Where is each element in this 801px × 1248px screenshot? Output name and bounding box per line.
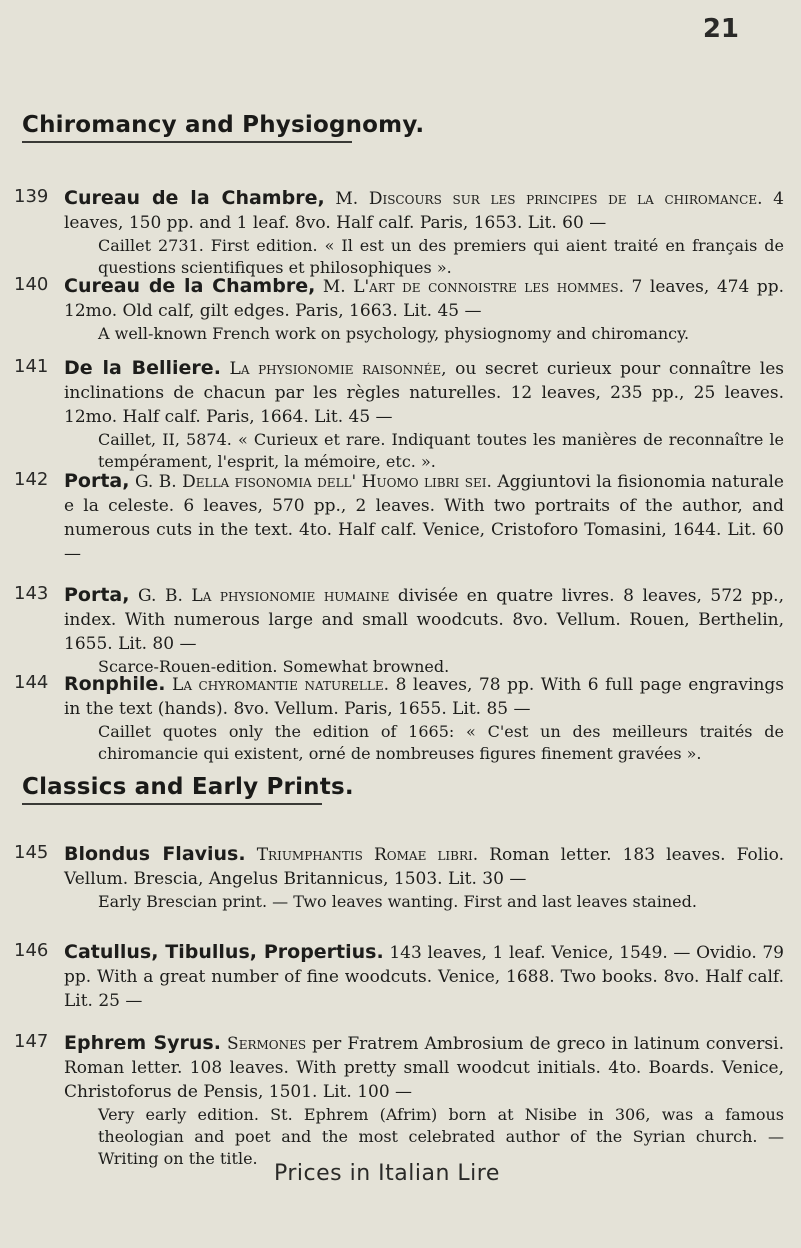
entry-title: La physionomie raisonnée, (229, 359, 447, 379)
entry-description (64, 1031, 784, 1104)
entry-number: 141 (14, 356, 49, 377)
entry-number: 146 (14, 940, 49, 961)
entry-note: Early Brescian print. — Two leaves wanting. First and last leaves stained. (98, 892, 697, 911)
entry-number: 144 (14, 672, 49, 693)
entry-description (64, 940, 784, 1013)
entry-note: Caillet quotes only the edition of 1665: « C'est un des meilleurs traités de chiromancie qui existent, orné de nombreuses figures finement gravées ». (98, 722, 784, 763)
entry-title: L'art de connoistre les hommes. (353, 277, 624, 297)
prices-note: Prices in Italian Lire (274, 1161, 500, 1186)
entry-number: 139 (14, 186, 49, 207)
entry-number: 143 (14, 583, 49, 604)
entry-description (64, 583, 784, 656)
catalogue-entry (14, 1031, 784, 1170)
entry-details: 7 leaves, 474 pp. 12mo. Old calf, gilt edges. Paris, 1663. Lit. 45 — (64, 277, 784, 321)
entry-note: Caillet, II, 5874. « Curieux et rare. Indiquant toutes les manières de reconnaître le tempérament, l'esprit, la mémoire, etc. ». (98, 430, 784, 471)
entry-details: 8 leaves, 78 pp. With 6 full page engravings in the text (hands). 8vo. Vellum. Paris, 1655. Lit. 85 — (64, 675, 785, 719)
entry-description (64, 186, 784, 235)
entry-details: divisée en quatre livres. 8 leaves, 572 pp., index. With numerous large and small woodcuts. 8vo. Vellum. Rouen, Berthelin, 1655. Lit. 80 — (64, 586, 784, 654)
entry-author: Ephrem Syrus. (64, 1032, 221, 1054)
entry-initials (221, 359, 230, 379)
entry-details: per Fratrem Ambrosium de greco in latinum conversi. Roman letter. 108 leaves. With pretty small woodcut initials. 4to. Boards. Venice, Christoforus de Pensis, 1501. Lit. 100 — (64, 1034, 784, 1102)
page-number: 21 (702, 14, 739, 44)
entry-description (64, 274, 784, 323)
catalogue-entry (14, 672, 784, 765)
entry-title: La physionomie humaine (191, 586, 390, 606)
entry-note: Caillet 2731. First edition. « Il est un des premiers qui aient traité en français de questions scientifiques et philosophiques ». (98, 236, 784, 277)
section-heading-chiromancy: Chiromancy and Physiognomy. (22, 112, 425, 138)
entry-title: Della fisonomia dell' Huomo libri sei. (182, 472, 492, 492)
entry-details: Roman letter. 183 leaves. Folio. Vellum. Brescia, Angelus Britannicus, 1503. Lit. 30 — (64, 845, 784, 889)
section-underline (22, 141, 352, 143)
entry-author: Blondus Flavius. (64, 843, 246, 865)
section-heading-classics: Classics and Early Prints. (22, 774, 354, 800)
entry-number: 147 (14, 1031, 49, 1052)
entry-title: La chyromantie naturelle. (172, 675, 390, 695)
entry-author: Porta, (64, 470, 130, 492)
section-underline (22, 803, 322, 805)
entry-author: De la Belliere. (64, 357, 221, 379)
catalogue-entry (14, 583, 784, 678)
catalogue-entry (14, 842, 784, 913)
entry-initials: M. (315, 277, 354, 297)
entry-title: Discours sur les principes de la chiromance. (368, 189, 763, 209)
entry-author: Ronphile. (64, 673, 166, 695)
catalogue-entry (14, 186, 784, 279)
entry-author: Catullus, Tibullus, Propertius. (64, 941, 384, 963)
entry-author: Cureau de la Chambre, (64, 187, 325, 209)
entry-details: Aggiuntovi la fisionomia naturale e la celeste. 6 leaves, 570 pp., 2 leaves. With two portraits of the author, and numerous cuts in the text. 4to. Half calf. Venice, Cristoforo Tomasini, 1644. Lit. 60 — (64, 472, 784, 564)
entry-number: 140 (14, 274, 49, 295)
entry-description (64, 672, 784, 721)
catalogue-entry (14, 356, 784, 473)
entry-title: Triumphantis Romae libri. (256, 845, 479, 865)
entry-initials (246, 845, 257, 865)
entry-number: 145 (14, 842, 49, 863)
entry-note: Scarce-Rouen-edition. Somewhat browned. (98, 657, 450, 676)
entry-details: 4 leaves, 150 pp. and 1 leaf. 8vo. Half calf. Paris, 1653. Lit. 60 — (64, 189, 784, 233)
entry-description (64, 356, 784, 429)
entry-number: 142 (14, 469, 49, 490)
entry-note: A well-known French work on psychology, physiognomy and chiromancy. (98, 324, 690, 343)
entry-title: Sermones (227, 1034, 307, 1054)
entry-description (64, 842, 784, 891)
entry-author: Cureau de la Chambre, (64, 275, 316, 297)
entry-author: Porta, (64, 584, 130, 606)
catalogue-entry (14, 940, 784, 1013)
entry-initials: M. (324, 189, 369, 209)
catalogue-entry (14, 274, 784, 345)
entry-details: 143 leaves, 1 leaf. Venice, 1549. — Ovidio. 79 pp. With a great number of fine woodcuts. Venice, 1688. Two books. 8vo. Half calf. Lit. 25 — (64, 943, 784, 1011)
entry-details: ou secret curieux pour connaître les inclinations de chacun par les règles naturelles. 12 leaves, 235 pp., 25 leaves. 12mo. Half calf. Paris, 1664. Lit. 45 — (64, 359, 785, 427)
catalogue-entry (14, 469, 784, 566)
entry-note: Very early edition. St. Ephrem (Afrim) born at Nisibe in 306, was a famous theologian and poet and the most celebrated author of the Syrian church. — Writing on the title. (98, 1105, 784, 1168)
entry-initials: G. B. (129, 472, 183, 492)
entry-initials: G. B. (129, 586, 192, 606)
entry-description (64, 469, 784, 566)
